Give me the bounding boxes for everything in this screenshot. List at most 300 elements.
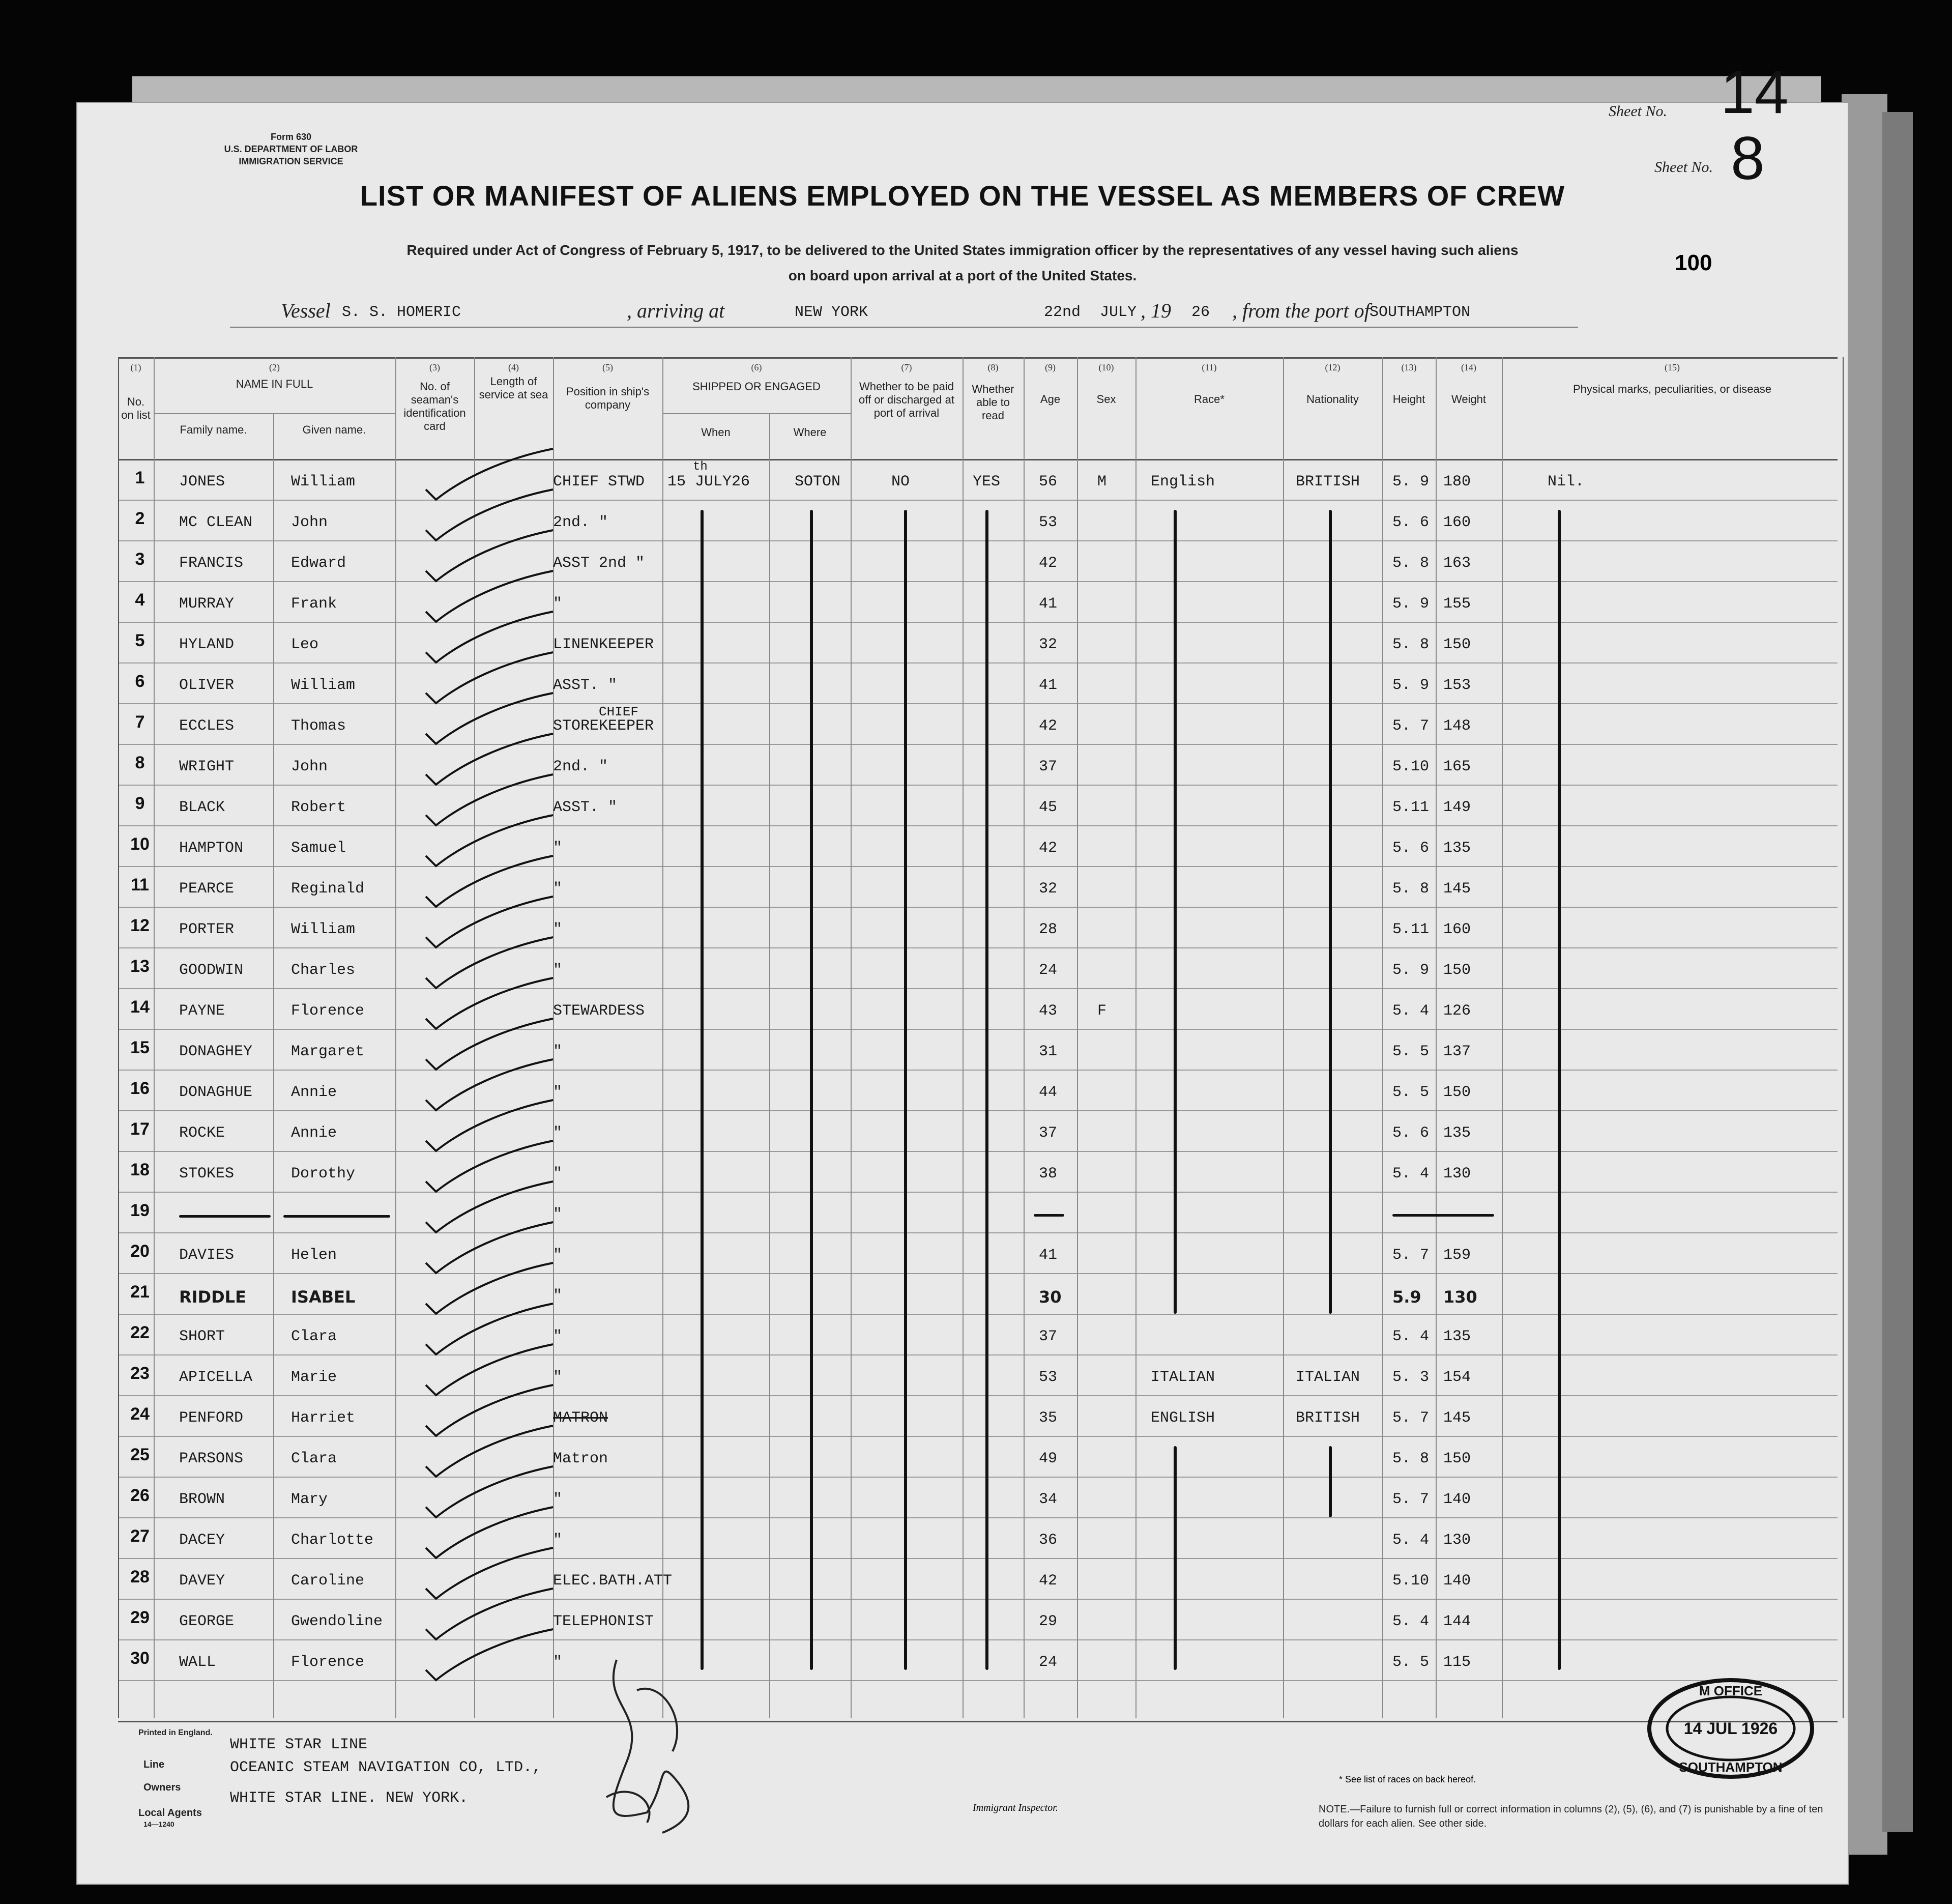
- cell-age: 29: [1039, 1613, 1058, 1630]
- column-divider: [1283, 357, 1284, 1718]
- cell-family-name: RIDDLE: [179, 1287, 246, 1307]
- form-header: [199, 131, 383, 167]
- vessel-underline: [230, 327, 1578, 328]
- cell-age: 56: [1039, 473, 1058, 491]
- row-divider: [118, 947, 1838, 948]
- cell-position: LINENKEEPER: [553, 636, 654, 653]
- cell-age: 44: [1039, 1084, 1058, 1101]
- cell-family-name: DAVIES: [179, 1247, 235, 1264]
- row-number: 26: [130, 1486, 150, 1505]
- cell-weight: 180: [1443, 473, 1471, 491]
- cell-family-name: DONAGHEY: [179, 1043, 253, 1060]
- row-divider: [118, 540, 1838, 541]
- cell-position: ELEC.BATH.ATT: [553, 1572, 673, 1590]
- cell-position: ASST. ": [553, 799, 618, 816]
- cell-position: ASST 2nd ": [553, 555, 645, 572]
- cell-sex: F: [1097, 1002, 1107, 1020]
- row-divider: [118, 1354, 1838, 1355]
- cell-age: 41: [1039, 595, 1058, 613]
- cell-weight: 154: [1443, 1369, 1471, 1386]
- row-number: 29: [130, 1608, 150, 1627]
- column-header-where: Where: [793, 426, 827, 439]
- cell-given-name: John: [291, 514, 328, 531]
- cell-given-name: Samuel: [291, 840, 346, 857]
- cell-position: ": [553, 595, 563, 613]
- cell-height: 5. 5: [1392, 1654, 1430, 1671]
- ditto-stroke: [810, 510, 813, 1670]
- row-divider: [118, 1477, 1838, 1478]
- year-suffix: 26: [1191, 304, 1210, 321]
- cell-position: ": [553, 1491, 563, 1508]
- row-divider: [118, 1680, 1838, 1681]
- column-divider: [1135, 357, 1137, 1718]
- arriving-port: NEW YORK: [795, 304, 868, 321]
- cell-given-name: Robert: [291, 799, 346, 816]
- cell-family-name: HYLAND: [179, 636, 235, 653]
- cell-age: 24: [1039, 962, 1058, 979]
- row-number: 12: [130, 916, 150, 935]
- row-divider: [118, 744, 1838, 745]
- cell-height: 5. 4: [1392, 1165, 1430, 1182]
- column-number: (1): [130, 362, 141, 372]
- cell-weight: 150: [1443, 636, 1471, 653]
- row-number: 11: [131, 875, 149, 895]
- cell-weight: 135: [1443, 1124, 1471, 1142]
- inspector-signature: [586, 1629, 718, 1843]
- row-number: 8: [135, 753, 145, 772]
- cell-position: Matron: [553, 1450, 608, 1467]
- cell-height: 5.11: [1392, 799, 1430, 816]
- cell-weight: 149: [1443, 799, 1471, 816]
- cell-age: 37: [1039, 1124, 1058, 1142]
- column-header-when: When: [701, 426, 731, 439]
- inspector-label: Immigrant Inspector.: [973, 1802, 1058, 1813]
- column-header-shipped: SHIPPED OR ENGAGED: [692, 380, 821, 393]
- row-divider: [118, 581, 1838, 582]
- row-number: 6: [135, 672, 145, 691]
- cell-family-name: GOODWIN: [179, 962, 244, 979]
- column-header-marks: Physical marks, peculiarities, or disease: [1572, 383, 1772, 395]
- cell-position: ": [553, 880, 563, 898]
- cell-age: 36: [1039, 1532, 1058, 1549]
- column-header-nationality: Nationality: [1306, 393, 1359, 406]
- column-number: (7): [901, 362, 912, 372]
- sheet-label-b: Sheet No.: [1654, 159, 1713, 176]
- cell-weight: 163: [1443, 555, 1471, 572]
- column-number: (4): [508, 362, 519, 372]
- cell-height: 5. 9: [1392, 962, 1430, 979]
- cell-height: 5. 8: [1392, 555, 1430, 572]
- row-divider: [118, 907, 1838, 908]
- cell-position: ASST. ": [553, 677, 618, 694]
- cell-given-name: William: [291, 921, 356, 938]
- row-number: 2: [135, 509, 145, 528]
- year-prefix: , 19: [1141, 299, 1171, 322]
- cell-weight: 130: [1443, 1287, 1477, 1307]
- cell-height: 5. 8: [1392, 636, 1430, 653]
- cell-family-name: ROCKE: [179, 1124, 225, 1142]
- row-number: 27: [130, 1526, 150, 1546]
- cell-weight: 135: [1443, 840, 1471, 857]
- cell-weight: 145: [1443, 1409, 1471, 1427]
- cell-position: STOREKEEPER: [553, 717, 654, 735]
- column-header-sex: Sex: [1096, 393, 1116, 406]
- cell-given-name: William: [291, 677, 356, 694]
- row-divider: [118, 1232, 1838, 1233]
- cell-given-name: Annie: [291, 1124, 337, 1142]
- office-stamp: [1644, 1675, 1817, 1782]
- row-number: 25: [130, 1445, 150, 1464]
- column-divider: [662, 357, 663, 1718]
- blank-dash: [1392, 1214, 1494, 1217]
- cell-weight: 150: [1443, 1084, 1471, 1101]
- cell-given-name: Dorothy: [291, 1165, 356, 1182]
- row-divider: [118, 662, 1838, 663]
- column-header-no-on-list: No. on list: [121, 395, 151, 421]
- cell-given-name: Gwendoline: [291, 1613, 383, 1630]
- sheet-label-a: Sheet No.: [1609, 103, 1667, 120]
- arriving-label: , arriving at: [627, 299, 725, 322]
- stamp-bottom: SOUTHAMPTON: [1679, 1759, 1783, 1775]
- cell-position: ": [553, 1247, 563, 1264]
- cell-weight: 153: [1443, 677, 1471, 694]
- row-divider: [118, 1029, 1838, 1030]
- cell-height: 5.10: [1392, 1572, 1430, 1590]
- cell-given-name: Charlotte: [291, 1532, 374, 1549]
- cell-position: ": [553, 921, 563, 938]
- ditto-stroke: [1174, 1446, 1177, 1670]
- column-divider: [395, 357, 396, 1718]
- column-divider: [1843, 357, 1844, 1718]
- cell-age: 30: [1039, 1287, 1062, 1307]
- cell-race: English: [1151, 473, 1215, 491]
- cell-given-name: Caroline: [291, 1572, 365, 1590]
- shipped-subheader-line: [662, 413, 851, 414]
- cell-position: 2nd. ": [553, 514, 608, 531]
- cell-age: 41: [1039, 1247, 1058, 1264]
- cell-weight: 137: [1443, 1043, 1471, 1060]
- cell-position: ": [553, 1369, 563, 1386]
- cell-age: 43: [1039, 1002, 1058, 1020]
- cell-family-name: WALL: [179, 1654, 216, 1671]
- cell-given-name: Thomas: [291, 717, 346, 735]
- row-divider: [118, 1639, 1838, 1640]
- cell-age: 37: [1039, 758, 1058, 775]
- cell-given-name: Marie: [291, 1369, 337, 1386]
- row-number: 30: [130, 1649, 150, 1668]
- column-header-name-in-full: NAME IN FULL: [236, 378, 313, 390]
- row-divider: [118, 785, 1838, 786]
- row-number: 15: [130, 1038, 150, 1057]
- cell-weight: 115: [1443, 1654, 1471, 1671]
- cell-height: 5. 5: [1392, 1043, 1430, 1060]
- row-divider: [118, 866, 1838, 867]
- column-header-weight: Weight: [1451, 393, 1487, 406]
- cell-family-name: DAVEY: [179, 1572, 225, 1590]
- column-number: (8): [987, 362, 999, 372]
- cell-weight: 140: [1443, 1491, 1471, 1508]
- row-number: 23: [130, 1364, 150, 1383]
- printed-note: Printed in England.: [138, 1728, 213, 1737]
- cell-height: 5.10: [1392, 758, 1430, 775]
- cell-given-name: Helen: [291, 1247, 337, 1264]
- column-number: (11): [1202, 362, 1217, 372]
- cell-given-name: William: [291, 473, 356, 491]
- column-header-race: Race*: [1194, 393, 1225, 406]
- column-number: (10): [1098, 362, 1114, 372]
- cell-nationality: BRITISH: [1296, 473, 1360, 491]
- line-value: WHITE STAR LINE: [230, 1736, 368, 1753]
- cell-position: ": [553, 1206, 563, 1223]
- cell-height: 5. 9: [1392, 473, 1430, 491]
- cell-given-name: Clara: [291, 1450, 337, 1467]
- column-header-length-service: Length of service at sea: [479, 375, 548, 401]
- cell-given-name: Mary: [291, 1491, 328, 1508]
- cell-height: 5.9: [1392, 1287, 1421, 1307]
- cell-weight: 130: [1443, 1532, 1471, 1549]
- cell-position: CHIEF STWD: [553, 473, 645, 491]
- column-divider: [1382, 357, 1383, 1718]
- cell-given-name: Reginald: [291, 880, 365, 898]
- cell-family-name: STOKES: [179, 1165, 235, 1182]
- cell-family-name: ECCLES: [179, 717, 235, 735]
- cell-able-to-read: YES: [973, 473, 1001, 491]
- cell-age: 31: [1039, 1043, 1058, 1060]
- cell-family-name: FRANCIS: [179, 555, 244, 572]
- owners-label: Owners: [143, 1782, 181, 1793]
- cell-given-name: Charles: [291, 962, 356, 979]
- cell-age: 28: [1039, 921, 1058, 938]
- cell-age: 32: [1039, 880, 1058, 898]
- cell-weight: 135: [1443, 1328, 1471, 1345]
- row-number: 4: [135, 590, 145, 610]
- row-number: 22: [130, 1323, 150, 1342]
- row-divider: [118, 1273, 1838, 1274]
- blank-dash: [1034, 1214, 1064, 1217]
- ditto-stroke: [1329, 510, 1332, 1314]
- cell-position: ": [553, 1124, 563, 1142]
- column-header-id-card: No. of seaman's identification card: [403, 380, 466, 432]
- cell-height: 5. 7: [1392, 1491, 1430, 1508]
- cell-given-name: ISABEL: [291, 1287, 356, 1307]
- column-number: (2): [269, 362, 280, 372]
- cell-family-name: HAMPTON: [179, 840, 244, 857]
- department-name: U.S. DEPARTMENT OF LABOR: [224, 144, 358, 154]
- ditto-stroke: [1558, 510, 1561, 1670]
- cell-position: ": [553, 1043, 563, 1060]
- row-divider: [118, 703, 1838, 704]
- cell-family-name: SHORT: [179, 1328, 225, 1345]
- cell-family-name: MC CLEAN: [179, 514, 253, 531]
- cell-paid-off: NO: [891, 473, 910, 491]
- cell-height: 5.11: [1392, 921, 1430, 938]
- column-header-position: Position in ship's company: [566, 385, 650, 411]
- row-number: 5: [135, 631, 145, 650]
- date-day: 22nd: [1044, 304, 1081, 321]
- cell-height: 5. 4: [1392, 1002, 1430, 1020]
- ditto-stroke: [1174, 510, 1177, 1314]
- header-bottom-border: [118, 459, 1838, 460]
- row-divider: [118, 1436, 1838, 1437]
- cell-height: 5. 6: [1392, 1124, 1430, 1142]
- cell-weight: 155: [1443, 595, 1471, 613]
- footer-note: NOTE.—Failure to furnish full or correct information in columns (2), (5), (6), and (7) is punishable by a fine of ten dollars for each alien. See other side.: [1319, 1804, 1823, 1829]
- cell-weight: 126: [1443, 1002, 1471, 1020]
- cell-family-name: DONAGHUE: [179, 1084, 253, 1101]
- line-label: Line: [143, 1759, 165, 1770]
- column-divider: [1436, 357, 1437, 1718]
- cell-weight: 165: [1443, 758, 1471, 775]
- cell-weight: 150: [1443, 962, 1471, 979]
- cell-position: ": [553, 1287, 563, 1305]
- cell-position: ": [553, 1165, 563, 1182]
- cell-family-name: BROWN: [179, 1491, 225, 1508]
- column-divider: [1024, 357, 1025, 1718]
- cell-height: 5. 4: [1392, 1532, 1430, 1549]
- cell-age: 38: [1039, 1165, 1058, 1182]
- date-month: JULY: [1100, 304, 1137, 321]
- service-name: IMMIGRATION SERVICE: [239, 156, 343, 166]
- page-count: 100: [1675, 250, 1712, 275]
- blank-dash: [283, 1215, 390, 1218]
- column-divider: [769, 413, 770, 1718]
- cell-age: 45: [1039, 799, 1058, 816]
- cell-position: ": [553, 1328, 563, 1345]
- row-divider: [118, 1314, 1838, 1315]
- cell-weight: 160: [1443, 514, 1471, 531]
- cell-race: ITALIAN: [1151, 1369, 1215, 1386]
- cell-age: 53: [1039, 514, 1058, 531]
- cell-height: 5. 6: [1392, 840, 1430, 857]
- row-divider: [118, 622, 1838, 623]
- cell-family-name: PENFORD: [179, 1409, 244, 1427]
- check-mark: [421, 1624, 573, 1685]
- row-number: 20: [130, 1242, 150, 1261]
- page-title: LIST OR MANIFEST OF ALIENS EMPLOYED ON THE VESSEL AS MEMBERS OF CREW: [360, 180, 1565, 212]
- column-divider: [1077, 357, 1078, 1718]
- cell-race: ENGLISH: [1151, 1409, 1215, 1427]
- cell-given-name: Clara: [291, 1328, 337, 1345]
- column-number: (14): [1461, 362, 1476, 372]
- cell-weight: 145: [1443, 880, 1471, 898]
- row-divider: [118, 500, 1838, 501]
- cell-height: 5. 7: [1392, 717, 1430, 735]
- cell-height: 5. 3: [1392, 1369, 1430, 1386]
- cell-family-name: APICELLA: [179, 1369, 253, 1386]
- cell-age: 24: [1039, 1654, 1058, 1671]
- ditto-stroke: [985, 510, 988, 1670]
- cell-given-name: Florence: [291, 1002, 365, 1020]
- row-divider: [118, 1558, 1838, 1559]
- subtitle-line-2: on board upon arrival at a port of the United States.: [788, 268, 1137, 283]
- manifest-sheet: [76, 58, 1849, 1885]
- cell-given-name: Leo: [291, 636, 319, 653]
- cell-physical-marks: Nil.: [1548, 473, 1585, 491]
- cell-height: 5. 7: [1392, 1409, 1430, 1427]
- cell-family-name: OLIVER: [179, 677, 235, 694]
- cell-weight: 148: [1443, 717, 1471, 735]
- cell-height: 5. 4: [1392, 1613, 1430, 1630]
- blank-dash: [179, 1215, 271, 1218]
- cell-weight: 150: [1443, 1450, 1471, 1467]
- column-divider: [273, 413, 274, 1718]
- cell-position: ": [553, 1084, 563, 1101]
- form-number: Form 630: [270, 132, 312, 142]
- cell-shipped-when: 15 JULY26: [667, 473, 750, 491]
- cell-height: 5. 9: [1392, 677, 1430, 694]
- page-subtitle: [250, 238, 1675, 289]
- ditto-stroke: [1329, 1446, 1332, 1517]
- cell-weight: 140: [1443, 1572, 1471, 1590]
- cell-height: 5. 7: [1392, 1247, 1430, 1264]
- agents-label: Local Agents: [138, 1807, 202, 1819]
- cell-height: 5. 8: [1392, 880, 1430, 898]
- cell-nationality: BRITISH: [1296, 1409, 1360, 1427]
- cell-weight: 130: [1443, 1165, 1471, 1182]
- cell-age: 35: [1039, 1409, 1058, 1427]
- column-number: (9): [1045, 362, 1056, 372]
- cell-shipped-where: SOTON: [795, 473, 841, 491]
- cell-family-name: PARSONS: [179, 1450, 244, 1467]
- row-divider: [118, 1151, 1838, 1152]
- row-number: 1: [135, 468, 145, 487]
- cell-age: 41: [1039, 677, 1058, 694]
- cell-position: ": [553, 1532, 563, 1549]
- column-number: (6): [751, 362, 762, 372]
- cell-given-name: Margaret: [291, 1043, 365, 1060]
- owners-value: OCEANIC STEAM NAVIGATION CO, LTD.,: [230, 1759, 542, 1776]
- column-divider: [1502, 357, 1503, 1718]
- cell-position: STEWARDESS: [553, 1002, 645, 1020]
- cell-weight: 144: [1443, 1613, 1471, 1630]
- ditto-stroke: [904, 510, 907, 1670]
- cell-age: 34: [1039, 1491, 1058, 1508]
- cell-given-name: Annie: [291, 1084, 337, 1101]
- cell-position: 2nd. ": [553, 758, 608, 775]
- footer-divider: [118, 1721, 1838, 1722]
- vessel-name: S. S. HOMERIC: [342, 304, 461, 321]
- agents-code: 14—1240: [143, 1820, 174, 1828]
- row-number: 10: [130, 834, 150, 854]
- row-divider: [118, 1599, 1838, 1600]
- cell-height: 5. 8: [1392, 1450, 1430, 1467]
- column-header-paid-off: Whether to be paid off or discharged at port of arrival: [859, 380, 954, 419]
- row-divider: [118, 1192, 1838, 1193]
- row-number: 19: [130, 1201, 150, 1220]
- row-divider: [118, 1110, 1838, 1111]
- cell-weight: 160: [1443, 921, 1471, 938]
- cell-age: 42: [1039, 717, 1058, 735]
- row-number: 28: [130, 1567, 150, 1586]
- row-divider: [118, 825, 1838, 826]
- column-number: (13): [1401, 362, 1417, 372]
- cell-age: 42: [1039, 840, 1058, 857]
- column-header-given-name: Given name.: [302, 423, 366, 436]
- row-number: 24: [130, 1404, 150, 1424]
- cell-given-name: Harriet: [291, 1409, 356, 1427]
- name-subheader-line: [154, 413, 395, 414]
- subtitle-line-1: Required under Act of Congress of February 5, 1917, to be delivered to the United States immigration officer by the representatives of any vessel having such aliens: [406, 242, 1519, 258]
- table-top-border: [118, 357, 1838, 359]
- cell-family-name: DACEY: [179, 1532, 225, 1549]
- row-number: 17: [130, 1119, 150, 1139]
- stamp-top: M OFFICE: [1699, 1683, 1763, 1698]
- cell-position: ": [553, 962, 563, 979]
- ditto-stroke: [701, 510, 704, 1670]
- column-number: (15): [1665, 362, 1680, 372]
- cell-family-name: MURRAY: [179, 595, 235, 613]
- from-label: , from the port of: [1232, 299, 1370, 322]
